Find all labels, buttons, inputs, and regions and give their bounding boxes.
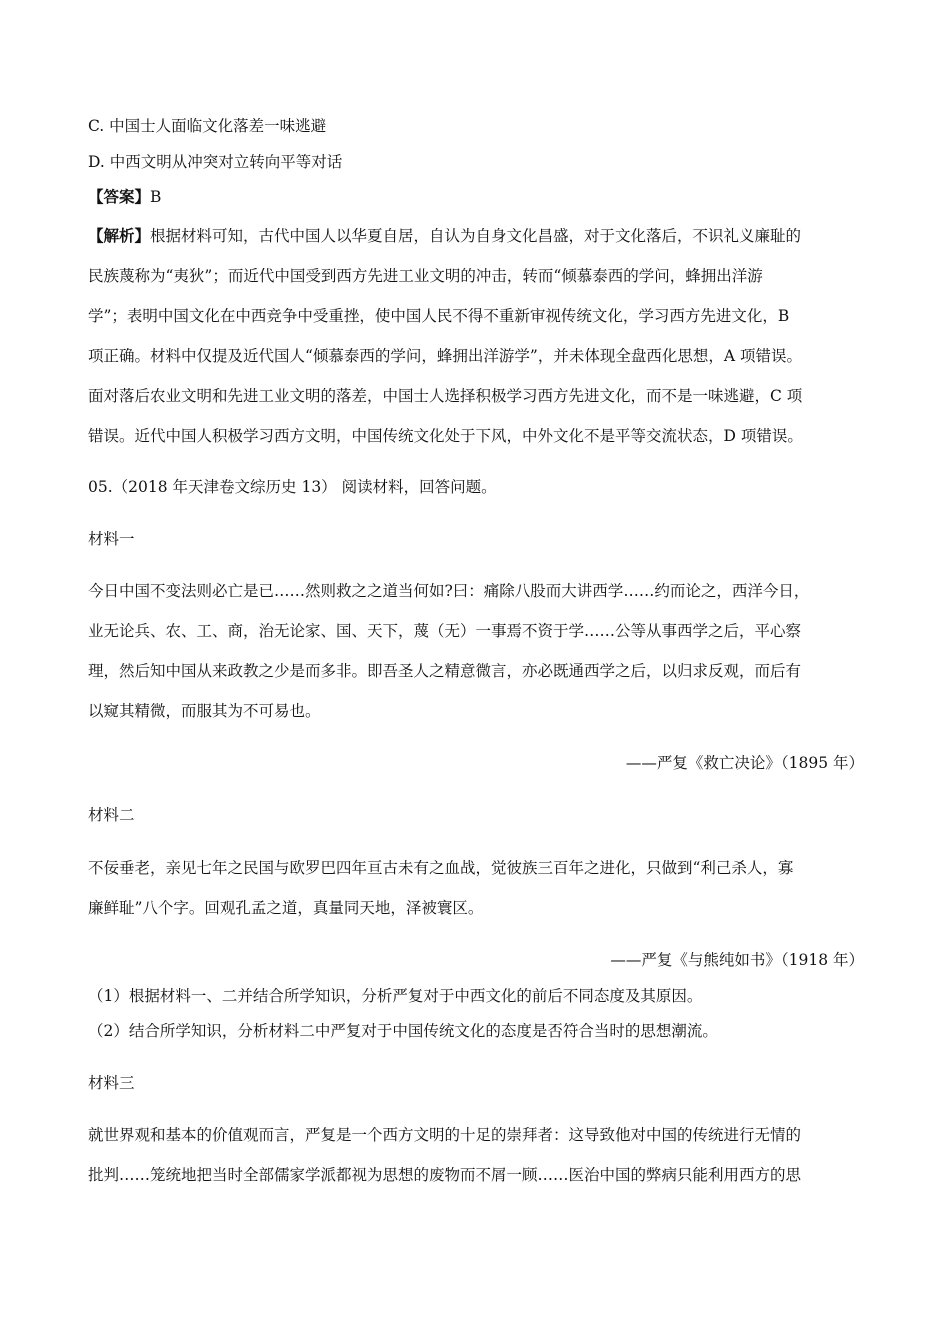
option-d: D. 中西文明从冲突对立转向平等对话 <box>88 153 343 171</box>
analysis-label: 【解析】 <box>88 226 151 245</box>
answer-line <box>88 186 864 208</box>
material-title: 材料一 <box>88 530 135 548</box>
material-line: 以窥其精微，而服其为不可易也。 <box>88 702 321 720</box>
material-line: 今日中国不变法则必亡是已……然则救之之道当何如?曰：痛除八股而大讲西学……约而论之，西洋今日， <box>88 582 810 600</box>
sub-question: （1）根据材料一、二并结合所学知识，分析严复对于中西文化的前后不同态度及其原因。 <box>88 987 703 1005</box>
analysis-line: 学”；表明中国文化在中西竞争中受重挫，使中国人民不得不重新审视传统文化，学习西方先进文化，B <box>88 307 790 325</box>
material-line: 不佞垂老，亲见七年之民国与欧罗巴四年亘古未有之血战，觉彼族三百年之进化，只做到“利己杀人，寡 <box>88 859 794 877</box>
answer-value: B <box>150 188 162 206</box>
analysis-text: 根据材料可知，古代中国人以华夏自居，自认为自身文化昌盛，对于文化落后，不识礼义廉耻的 <box>150 227 802 245</box>
material-line: 就世界观和基本的价值观而言，严复是一个西方文明的十足的崇拜者：这导致他对中国的传统进行无情的 <box>88 1126 802 1144</box>
material-source: ——严复《与熊纯如书》（1918 年） <box>610 951 864 969</box>
sub-question: （2）结合所学知识，分析材料二中严复对于中国传统文化的态度是否符合当时的思想潮流。 <box>88 1022 718 1040</box>
material-line: 批判……笼统地把当时全部儒家学派都视为思想的废物而不屑一顾……医治中国的弊病只能利用西方的思 <box>88 1166 802 1184</box>
material-line: 廉鲜耻”八个字。回观孔孟之道，真量同天地，泽被寰区。 <box>88 899 484 917</box>
option-c: C. 中国士人面临文化落差一味逃避 <box>88 117 327 135</box>
material-line: 业无论兵、农、工、商，治无论家、国、天下，蔑（无）一事焉不资于学……公等从事西学之后，平心察 <box>88 622 802 640</box>
answer-label: 【答案】 <box>88 187 151 206</box>
material-title: 材料二 <box>88 806 135 824</box>
analysis-line <box>88 225 864 247</box>
analysis-line: 项正确。材料中仅提及近代国人“倾慕泰西的学问，蜂拥出洋游学”，并未体现全盘西化思想，A 项错误。 <box>88 347 802 365</box>
question-header: 05.（2018 年天津卷文综历史 13） 阅读材料，回答问题。 <box>88 478 497 496</box>
analysis-line: 面对落后农业文明和先进工业文明的落差，中国士人选择积极学习西方先进文化，而不是一味逃避，C 项 <box>88 387 803 405</box>
material-source: ——严复《救亡决论》（1895 年） <box>625 754 864 772</box>
analysis-line: 民族蔑称为“夷狄”；而近代中国受到西方先进工业文明的冲击，转而“倾慕泰西的学问，蜂拥出洋游 <box>88 267 763 285</box>
analysis-line: 错误。近代中国人积极学习西方文明，中国传统文化处于下风，中外文化不是平等交流状态，D 项错误。 <box>88 427 803 445</box>
material-line: 理，然后知中国从来政教之少是而多非。即吾圣人之精意微言，亦必既通西学之后，以归求反观，而后有 <box>88 662 802 680</box>
material-title: 材料三 <box>88 1074 135 1092</box>
